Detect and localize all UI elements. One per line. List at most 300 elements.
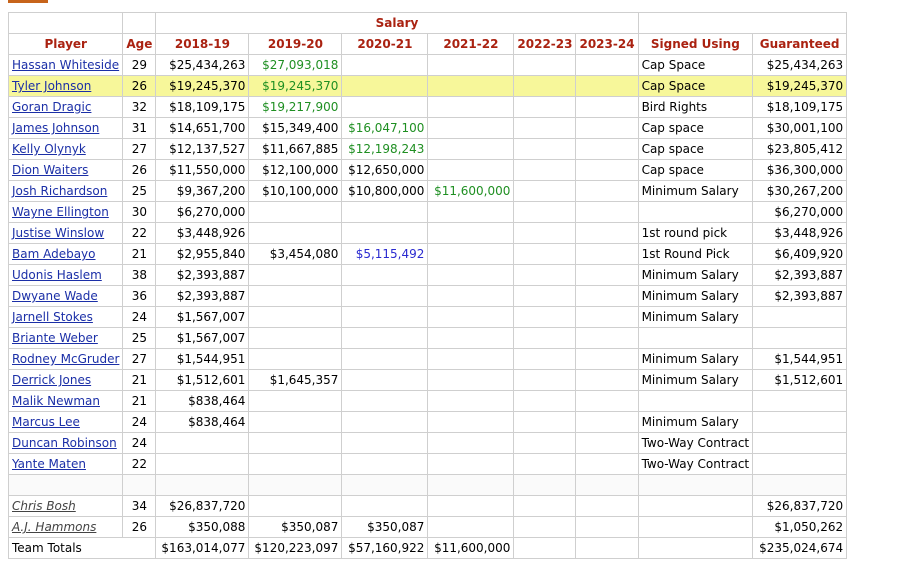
salary-cell [576, 517, 638, 538]
player-cell [9, 223, 123, 244]
salary-cell [576, 349, 638, 370]
salary-cell [514, 223, 576, 244]
salary-cell: $1,567,007 [156, 328, 249, 349]
signed-using-cell: Minimum Salary [638, 265, 753, 286]
salary-cell: $3,448,926 [156, 223, 249, 244]
salary-cell [576, 97, 638, 118]
salary-cell [249, 496, 342, 517]
salary-cell [428, 118, 514, 139]
salary-cell [514, 202, 576, 223]
table-row [9, 517, 847, 538]
salary-cell [514, 433, 576, 454]
salary-cell: $12,137,527 [156, 139, 249, 160]
player-cell [9, 97, 123, 118]
age-cell: 24 [123, 412, 156, 433]
salary-cell [342, 412, 428, 433]
player-name-link[interactable]: Jarnell Stokes [12, 310, 93, 324]
salary-cell [342, 55, 428, 76]
age-cell: 26 [123, 76, 156, 97]
salary-cell [428, 517, 514, 538]
col-header-2023-24[interactable]: 2023-24 [576, 34, 638, 55]
salary-cell [342, 307, 428, 328]
salary-cell: $19,217,900 [249, 97, 342, 118]
age-cell: 21 [123, 244, 156, 265]
salary-cell [576, 370, 638, 391]
salary-cell [514, 265, 576, 286]
salary-cell [428, 307, 514, 328]
guaranteed-cell [753, 454, 847, 475]
salary-cell [576, 286, 638, 307]
salary-cell [514, 181, 576, 202]
player-name-link[interactable]: Duncan Robinson [12, 436, 117, 450]
player-cell [9, 265, 123, 286]
player-name-link[interactable]: Tyler Johnson [12, 79, 92, 93]
player-name-link[interactable]: Chris Bosh [12, 499, 76, 513]
col-header-2022-23[interactable]: 2022-23 [514, 34, 576, 55]
spacer-cell [156, 475, 249, 496]
guaranteed-cell: $25,434,263 [753, 55, 847, 76]
signed-using-cell: 1st Round Pick [638, 244, 753, 265]
player-name-link[interactable]: A.J. Hammons [12, 520, 97, 534]
player-name-link[interactable]: Dion Waiters [12, 163, 89, 177]
salary-cell: $26,837,720 [156, 496, 249, 517]
super-header-row [9, 13, 847, 34]
guaranteed-cell: $3,448,926 [753, 223, 847, 244]
signed-using-cell: Minimum Salary [638, 412, 753, 433]
table-row [9, 118, 847, 139]
signed-using-cell [638, 202, 753, 223]
salary-cell [576, 160, 638, 181]
salary-cell [514, 517, 576, 538]
guaranteed-cell: $1,544,951 [753, 349, 847, 370]
signed-using-cell [638, 517, 753, 538]
signed-using-cell: Two-Way Contract [638, 433, 753, 454]
player-cell [9, 328, 123, 349]
salary-cell [342, 286, 428, 307]
salary-cell [249, 454, 342, 475]
signed-using-cell: Cap space [638, 160, 753, 181]
salary-cell [514, 496, 576, 517]
total-salary-cell: $11,600,000 [428, 538, 514, 559]
guaranteed-cell: $36,300,000 [753, 160, 847, 181]
table-row [9, 286, 847, 307]
age-cell: 22 [123, 454, 156, 475]
col-header-signed-using[interactable]: Signed Using [638, 34, 753, 55]
guaranteed-cell: $2,393,887 [753, 265, 847, 286]
salary-cell [576, 139, 638, 160]
salary-cell [249, 223, 342, 244]
salary-cell [342, 223, 428, 244]
salary-cell [249, 391, 342, 412]
age-cell: 34 [123, 496, 156, 517]
age-cell: 26 [123, 517, 156, 538]
guaranteed-cell: $1,050,262 [753, 517, 847, 538]
salary-cell: $2,955,840 [156, 244, 249, 265]
age-cell: 27 [123, 349, 156, 370]
signed-using-cell: Bird Rights [638, 97, 753, 118]
guaranteed-cell: $30,001,100 [753, 118, 847, 139]
age-cell: 22 [123, 223, 156, 244]
player-cell [9, 391, 123, 412]
table-row [9, 391, 847, 412]
col-header-age[interactable]: Age [123, 34, 156, 55]
salary-cell [342, 202, 428, 223]
player-name-link[interactable]: Briante Weber [12, 331, 98, 345]
col-header-2020-21[interactable]: 2020-21 [342, 34, 428, 55]
salary-cell [576, 202, 638, 223]
col-header-guaranteed[interactable]: Guaranteed [753, 34, 847, 55]
guaranteed-cell [753, 328, 847, 349]
salary-cell [576, 265, 638, 286]
salary-cell: $1,645,357 [249, 370, 342, 391]
player-cell [9, 370, 123, 391]
total-salary-cell [576, 538, 638, 559]
guaranteed-cell: $19,245,370 [753, 76, 847, 97]
age-cell: 21 [123, 370, 156, 391]
signed-using-cell: Minimum Salary [638, 181, 753, 202]
spacer-cell [514, 475, 576, 496]
salary-cell [428, 370, 514, 391]
table-row [9, 202, 847, 223]
salary-cell [249, 349, 342, 370]
salary-cell [514, 55, 576, 76]
blank-header [9, 13, 123, 34]
guaranteed-cell: $18,109,175 [753, 97, 847, 118]
salary-cell: $15,349,400 [249, 118, 342, 139]
salary-cell [514, 349, 576, 370]
salary-cell: $350,087 [249, 517, 342, 538]
salary-cell [428, 496, 514, 517]
player-cell [9, 349, 123, 370]
salary-cell [249, 433, 342, 454]
salary-cell [428, 139, 514, 160]
age-cell: 29 [123, 55, 156, 76]
player-name-link[interactable]: Hassan Whiteside [12, 58, 120, 72]
table-row [9, 433, 847, 454]
salary-cell [576, 118, 638, 139]
guaranteed-cell [753, 412, 847, 433]
table-row [9, 307, 847, 328]
salary-cell [342, 265, 428, 286]
salary-cell: $12,198,243 [342, 139, 428, 160]
salary-cell [576, 181, 638, 202]
age-cell: 36 [123, 286, 156, 307]
salary-cell [576, 55, 638, 76]
salary-cell: $11,550,000 [156, 160, 249, 181]
salary-cell [428, 391, 514, 412]
spacer-cell [576, 475, 638, 496]
player-name-link[interactable]: Wayne Ellington [12, 205, 109, 219]
table-row [9, 328, 847, 349]
table-row [9, 244, 847, 265]
player-cell [9, 517, 123, 538]
salary-cell: $12,100,000 [249, 160, 342, 181]
signed-using-cell [638, 496, 753, 517]
player-name-link[interactable]: Kelly Olynyk [12, 142, 86, 156]
salary-cell: $350,088 [156, 517, 249, 538]
total-salary-cell: $163,014,077 [156, 538, 249, 559]
salary-cell [576, 454, 638, 475]
signed-using-cell [638, 328, 753, 349]
age-cell: 38 [123, 265, 156, 286]
signed-using-cell: Minimum Salary [638, 307, 753, 328]
salary-cell: $1,567,007 [156, 307, 249, 328]
salary-cell: $3,454,080 [249, 244, 342, 265]
age-cell: 27 [123, 139, 156, 160]
age-cell: 31 [123, 118, 156, 139]
player-cell [9, 76, 123, 97]
salary-cell: $2,393,887 [156, 265, 249, 286]
table-row [9, 181, 847, 202]
signed-using-cell: Minimum Salary [638, 286, 753, 307]
guaranteed-cell: $6,409,920 [753, 244, 847, 265]
salary-cell [514, 307, 576, 328]
salary-cell: $1,544,951 [156, 349, 249, 370]
salary-cell [576, 223, 638, 244]
col-header-2021-22[interactable]: 2021-22 [428, 34, 514, 55]
salary-cell [428, 328, 514, 349]
signed-using-cell: Cap Space [638, 55, 753, 76]
salary-cell [576, 391, 638, 412]
player-cell [9, 454, 123, 475]
player-cell [9, 286, 123, 307]
signed-using-cell: Cap space [638, 139, 753, 160]
total-salary-cell: $120,223,097 [249, 538, 342, 559]
age-cell: 30 [123, 202, 156, 223]
player-cell [9, 181, 123, 202]
player-name-link[interactable]: Goran Dragic [12, 100, 92, 114]
salary-cell [428, 97, 514, 118]
salary-cell: $838,464 [156, 412, 249, 433]
salary-cell [576, 328, 638, 349]
signed-using-cell: Cap Space [638, 76, 753, 97]
player-name-link[interactable]: Yante Maten [12, 457, 86, 471]
age-cell: 32 [123, 97, 156, 118]
salary-cell [249, 328, 342, 349]
salary-table [8, 12, 847, 559]
total-guaranteed-cell: $235,024,674 [753, 538, 847, 559]
salary-cell [514, 454, 576, 475]
salary-cell [249, 286, 342, 307]
team-totals-row [9, 538, 847, 559]
salary-cell: $11,600,000 [428, 181, 514, 202]
salary-cell: $19,245,370 [156, 76, 249, 97]
salary-cell [576, 412, 638, 433]
salary-cell [249, 307, 342, 328]
player-name-link[interactable]: Marcus Lee [12, 415, 80, 429]
guaranteed-cell [753, 307, 847, 328]
player-cell [9, 55, 123, 76]
player-cell [9, 496, 123, 517]
salary-cell [576, 496, 638, 517]
salary-cell: $6,270,000 [156, 202, 249, 223]
table-row [9, 349, 847, 370]
salary-cell [249, 412, 342, 433]
salary-cell: $16,047,100 [342, 118, 428, 139]
player-name-link[interactable]: Udonis Haslem [12, 268, 102, 282]
signed-using-cell: Two-Way Contract [638, 454, 753, 475]
salary-super-header: Salary [156, 13, 638, 34]
spacer-cell [638, 475, 753, 496]
salary-cell [342, 76, 428, 97]
table-row [9, 454, 847, 475]
player-name-link[interactable]: Dwyane Wade [12, 289, 98, 303]
page-heading-fragment [8, 0, 48, 3]
salary-cell [514, 160, 576, 181]
salary-cell [342, 328, 428, 349]
signed-using-cell: Cap space [638, 118, 753, 139]
age-cell: 25 [123, 181, 156, 202]
salary-cell: $1,512,601 [156, 370, 249, 391]
salary-cell [342, 433, 428, 454]
salary-cell [514, 370, 576, 391]
table-row [9, 265, 847, 286]
spacer-cell [753, 475, 847, 496]
salary-cell [428, 244, 514, 265]
age-cell: 21 [123, 391, 156, 412]
salary-cell: $5,115,492 [342, 244, 428, 265]
salary-cell [156, 433, 249, 454]
signed-using-cell: Minimum Salary [638, 370, 753, 391]
player-name-link[interactable]: Bam Adebayo [12, 247, 96, 261]
salary-table-body [9, 55, 847, 559]
salary-cell [428, 412, 514, 433]
salary-cell [428, 433, 514, 454]
salary-cell: $19,245,370 [249, 76, 342, 97]
table-row [9, 223, 847, 244]
spacer-cell [9, 475, 123, 496]
player-cell [9, 202, 123, 223]
table-row [9, 370, 847, 391]
salary-cell [428, 55, 514, 76]
salary-cell [514, 139, 576, 160]
player-name-link[interactable]: Rodney McGruder [12, 352, 120, 366]
guaranteed-cell: $6,270,000 [753, 202, 847, 223]
salary-cell [249, 202, 342, 223]
col-header-player[interactable]: Player [9, 34, 123, 55]
age-cell: 25 [123, 328, 156, 349]
guaranteed-cell: $30,267,200 [753, 181, 847, 202]
spacer-cell [428, 475, 514, 496]
salary-cell [576, 433, 638, 454]
salary-cell [514, 412, 576, 433]
blank-header [123, 13, 156, 34]
salary-cell [576, 307, 638, 328]
blank-header [638, 13, 847, 34]
player-name-link[interactable]: Justise Winslow [12, 226, 105, 240]
player-cell [9, 244, 123, 265]
table-row [9, 139, 847, 160]
salary-cell: $18,109,175 [156, 97, 249, 118]
spacer-cell [342, 475, 428, 496]
salary-cell [428, 223, 514, 244]
spacer-cell [123, 475, 156, 496]
col-header-2018-19[interactable]: 2018-19 [156, 34, 249, 55]
total-signed-cell [638, 538, 753, 559]
column-header-row [9, 34, 847, 55]
age-cell: 26 [123, 160, 156, 181]
salary-cell [576, 76, 638, 97]
salary-cell [428, 202, 514, 223]
salary-cell: $10,800,000 [342, 181, 428, 202]
spacer-cell [249, 475, 342, 496]
player-name-link[interactable]: Malik Newman [12, 394, 100, 408]
player-cell [9, 160, 123, 181]
player-cell [9, 307, 123, 328]
team-totals-label: Team Totals [9, 538, 156, 559]
salary-cell [514, 118, 576, 139]
table-row [9, 55, 847, 76]
salary-cell [342, 496, 428, 517]
guaranteed-cell [753, 391, 847, 412]
table-row [9, 76, 847, 97]
player-cell [9, 139, 123, 160]
signed-using-cell: 1st round pick [638, 223, 753, 244]
salary-cell [428, 286, 514, 307]
guaranteed-cell [753, 433, 847, 454]
salary-cell [428, 265, 514, 286]
salary-cell [514, 286, 576, 307]
player-name-link[interactable]: James Johnson [12, 121, 100, 135]
age-cell: 24 [123, 307, 156, 328]
salary-cell: $14,651,700 [156, 118, 249, 139]
table-row [9, 412, 847, 433]
total-salary-cell: $57,160,922 [342, 538, 428, 559]
salary-cell [514, 391, 576, 412]
salary-cell: $350,087 [342, 517, 428, 538]
salary-cell [156, 454, 249, 475]
player-name-link[interactable]: Josh Richardson [12, 184, 108, 198]
guaranteed-cell: $26,837,720 [753, 496, 847, 517]
salary-cell [428, 349, 514, 370]
salary-cell: $11,667,885 [249, 139, 342, 160]
salary-cell: $10,100,000 [249, 181, 342, 202]
salary-cell [342, 370, 428, 391]
salary-cell [428, 76, 514, 97]
player-cell [9, 118, 123, 139]
salary-cell: $27,093,018 [249, 55, 342, 76]
total-salary-cell [514, 538, 576, 559]
salary-cell: $25,434,263 [156, 55, 249, 76]
guaranteed-cell: $23,805,412 [753, 139, 847, 160]
salary-cell [576, 244, 638, 265]
col-header-2019-20[interactable]: 2019-20 [249, 34, 342, 55]
signed-using-cell [638, 391, 753, 412]
player-name-link[interactable]: Derrick Jones [12, 373, 92, 387]
salary-cell: $2,393,887 [156, 286, 249, 307]
salary-cell [342, 97, 428, 118]
salary-cell: $838,464 [156, 391, 249, 412]
salary-cell [249, 265, 342, 286]
table-row [9, 97, 847, 118]
salary-cell [514, 76, 576, 97]
guaranteed-cell: $2,393,887 [753, 286, 847, 307]
salary-cell [342, 454, 428, 475]
salary-cell: $12,650,000 [342, 160, 428, 181]
player-cell [9, 412, 123, 433]
table-row [9, 160, 847, 181]
signed-using-cell: Minimum Salary [638, 349, 753, 370]
salary-cell [514, 328, 576, 349]
age-cell: 24 [123, 433, 156, 454]
salary-cell [514, 97, 576, 118]
salary-cell: $9,367,200 [156, 181, 249, 202]
player-cell [9, 433, 123, 454]
guaranteed-cell: $1,512,601 [753, 370, 847, 391]
salary-cell [428, 454, 514, 475]
salary-cell [342, 349, 428, 370]
salary-cell [428, 160, 514, 181]
